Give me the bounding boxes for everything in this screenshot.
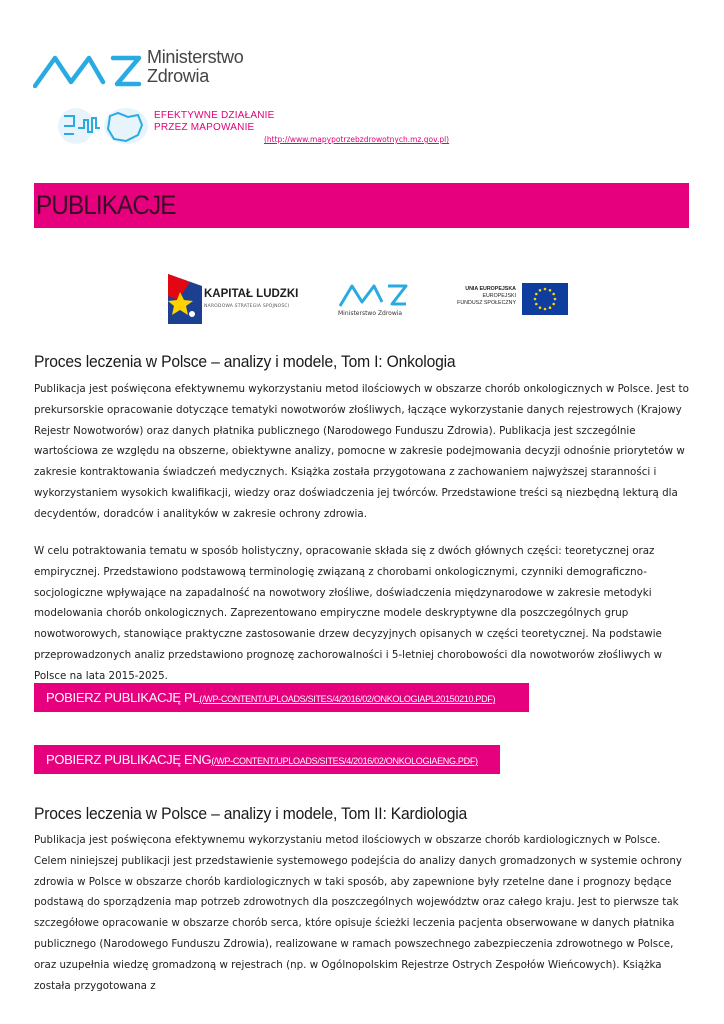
- banner-text: [154, 110, 275, 134]
- mz-small-logo-icon: [338, 282, 410, 308]
- mz-caption: Ministerstwo Zdrowia: [338, 310, 403, 317]
- ue-line-1: UNIA EUROPEJSKA: [465, 286, 516, 292]
- eu-flag-icon: [522, 283, 568, 315]
- download-pl-link[interactable]: (/WP-CONTENT/UPLOADS/SITES/4/2016/02/ONKOLOGIAPL20150210.PDF): [199, 694, 496, 704]
- download-pl-button[interactable]: [34, 683, 529, 712]
- page-hero: [34, 183, 689, 228]
- ue-line-2: EUROPEJSKI: [482, 293, 516, 299]
- ministry-logo[interactable]: [33, 48, 273, 92]
- section-title-onkologia: Proces leczenia w Polsce – analizy i modele, Tom I: Onkologia: [34, 352, 456, 371]
- mapping-banner: [56, 106, 476, 150]
- download-pl-label: POBIERZ PUBLIKACJĘ PL: [46, 690, 200, 705]
- ue-line-3: FUNDUSZ SPOŁECZNY: [457, 300, 516, 306]
- download-eng-label: POBIERZ PUBLIKACJĘ ENG: [46, 752, 212, 767]
- partner-logos: [160, 270, 580, 330]
- section-title-kardiologia: Proces leczenia w Polsce – analizy i modele, Tom II: Kardiologia: [34, 804, 468, 823]
- section2-paragraph-1: Publikacja jest poświęcona efektywnemu wykorzystaniu metod ilościowych w obszarze chorób kardiologicznych w Polsce. Celem niniejszej publikacji jest przedstawienie systemowego podejścia do analizy danych gromadzonych w systemie ochrony zdrowia w Polsce w obszarze chorób kardiologicznych w taki sposób, aby zapewnione były rzetelne dane i prognozy będące podstawą do sporządzenia map potrzeb zdrowotnych dla poszczególnych województw oraz całego kraju. Jest to pierwsze tak szczegółowe opracowanie w obszarze chorób serca, które opisuje ścieżki leczenia pacjenta obserwowane w danych płatnika publicznego (Narodowego Funduszu Zdrowia), realizowane w ramach powszechnego zabezpieczenia zdrowotnego w Polsce, oraz uzupełnia wiedzę gromadzoną w rejestrach (np. w Ogólnopolskim Rejestrze Ostrych Zespołów Wieńcowych). Książka została przygotowana z: [34, 834, 682, 992]
- logo-line-1: Ministerstwo: [147, 47, 244, 67]
- ministry-logo-text: [147, 48, 243, 86]
- kapital-ludzki-icon: [168, 274, 202, 324]
- map-graph-icon: [56, 106, 152, 146]
- kapital-ludzki-title: KAPITAŁ LUDZKI: [204, 288, 299, 300]
- banner-line-2: PRZEZ MAPOWANIE: [154, 122, 255, 133]
- banner-line-1: EFEKTYWNE DZIAŁANIE: [154, 110, 275, 121]
- mz-logo-icon: [33, 52, 145, 88]
- section1-paragraph-1: Publikacja jest poświęcona efektywnemu wykorzystaniu metod ilościowych w obszarze chorób onkologicznych w Polsce. Jest to prekursorskie opracowanie dotyczące tematyki nowotworów złośliwych, łączące wykorzystanie danych rejestrowych (Krajowy Rejestr Nowotworów) oraz danych płatnika publicznego (Narodowego Funduszu Zdrowia). Publikacja jest szczególnie wartościowa ze względu na obszerne, obiektywne analizy, pomocne w zakresie podejmowania decyzji odnośnie priorytetów w zakresie kontraktowania świadczeń medycznych. Książka została przygotowana z zachowaniem najwyższej staranności i wykorzystaniem wysokich kwalifikacji, wiedzy oraz doświadczenia jej twórców. Przedstawione treści są niezbędną lekturą dla decydentów, doradców i analityków w zakresie ochrony zdrowia.: [34, 383, 689, 520]
- kapital-ludzki-subtitle: NARODOWA STRATEGIA SPÓJNOŚCI: [204, 304, 290, 309]
- logo-line-2: Zdrowia: [147, 66, 209, 86]
- download-eng-link[interactable]: (/WP-CONTENT/UPLOADS/SITES/4/2016/02/ONKOLOGIAENG.PDF): [211, 756, 478, 766]
- page-title: PUBLIKACJE: [36, 190, 176, 220]
- section1-paragraph-2: W celu potraktowania tematu w sposób holistyczny, opracowanie składa się z dwóch głównych części: teoretycznej oraz empirycznej. Przedstawiono podstawową terminologię związaną z chorobami onkologicznymi, czynniki demograficzno-socjologiczne wpływające na zapadalność na nowotwory złośliwe, doświadczenia międzynarodowe w zakresie metodyki modelowania chorób onkologicznych. Zaprezentowano empiryczne modele deskryptywne dla poszczególnych grup nowotworowych, stanowiące praktyczne zastosowanie drzew decyzyjnych opisanych w części teoretycznej. Na podstawie przeprowadzonych analiz przedstawiono prognozę zachorowalności i 5-letniej chorobowości dla nowotworów złośliwych w Polsce na lata 2015-2025.: [34, 545, 663, 682]
- mapy-potrzeb-link[interactable]: (http://www.mapypotrzebzdrowotnych.mz.gov.pl): [264, 135, 450, 144]
- download-eng-button[interactable]: [34, 745, 500, 774]
- ue-text: [414, 286, 516, 307]
